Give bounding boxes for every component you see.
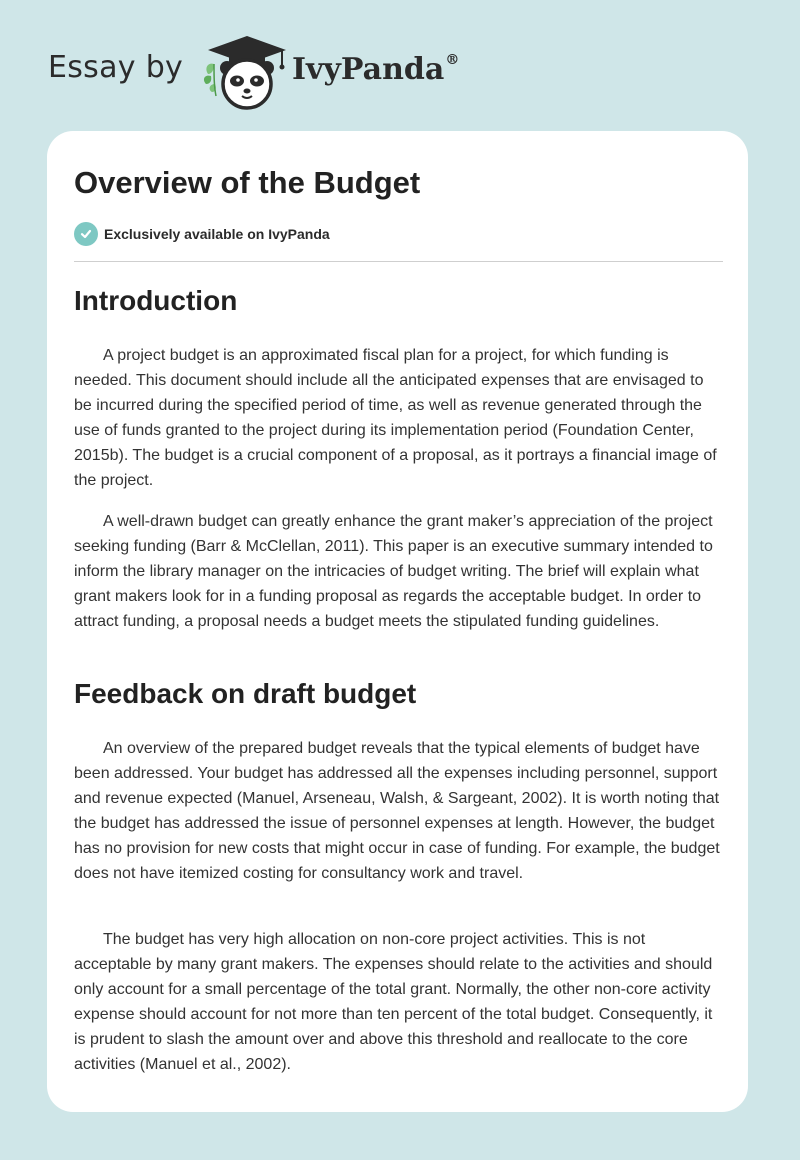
paragraph: A project budget is an approximated fiscal plan for a project, for which funding is needed. This document should include all the anticipated expenses that are envisaged to be incurred during the specified period of time, as well as revenue generated through the use of funds granted to the project during its implementation period (Foundation Center, 2015b). The budget is a crucial component of a proposal, as it portrays a financial image of the project. bbox=[74, 347, 717, 489]
trademark-symbol: ® bbox=[445, 52, 460, 68]
site-header bbox=[0, 0, 800, 125]
paragraph: A well-drawn budget can greatly enhance the grant maker’s appreciation of the project seeking funding (Barr & McClellan, 2011). This paper is an executive summary intended to inform the library manager on the intricacies of budget writing. The brief will explain what grant makers look for in a funding proposal as regards the acceptable budget. In order to attract funding, a proposal needs a budget meets the stipulated funding guidelines. bbox=[74, 513, 713, 630]
paragraph: An overview of the prepared budget reveals that the typical elements of budget have been addressed. Your budget has addressed all the expenses including personnel, support and revenue expected (Manuel, Arseneau, Walsh, & Sargeant, 2002). It is worth noting that the budget has addressed the issue of personnel expenses at length. However, the budget has no provision for new costs that might occur in case of funding. For example, the budget does not have itemized costing for consultancy work and travel. bbox=[74, 740, 720, 882]
check-circle-icon bbox=[74, 222, 98, 246]
title-divider bbox=[74, 261, 723, 262]
exclusive-badge bbox=[74, 222, 330, 246]
page-title: Overview of the Budget bbox=[74, 165, 421, 200]
paragraph: The budget has very high allocation on non-core project activities. This is not acceptable by many grant makers. The expenses should relate to the activities and should only account for a small percentage of the total grant. Normally, the other non-core activity expense should account for not more than ten percent of the total budget. Consequently, it is prudent to slash the amount over and above this threshold and reallocate to the core activities (Manuel et al., 2002). bbox=[74, 931, 713, 1073]
ivypanda-brand[interactable] bbox=[292, 52, 459, 87]
brand-name: IvyPanda bbox=[292, 52, 445, 87]
exclusive-label: Exclusively available on IvyPanda bbox=[104, 226, 330, 242]
ivypanda-logo-icon[interactable] bbox=[202, 34, 292, 110]
section-heading-feedback: Feedback on draft budget bbox=[74, 678, 417, 709]
essay-by-label: Essay by bbox=[48, 50, 184, 85]
section-heading-introduction: Introduction bbox=[74, 285, 238, 316]
essay-card bbox=[47, 131, 748, 1112]
